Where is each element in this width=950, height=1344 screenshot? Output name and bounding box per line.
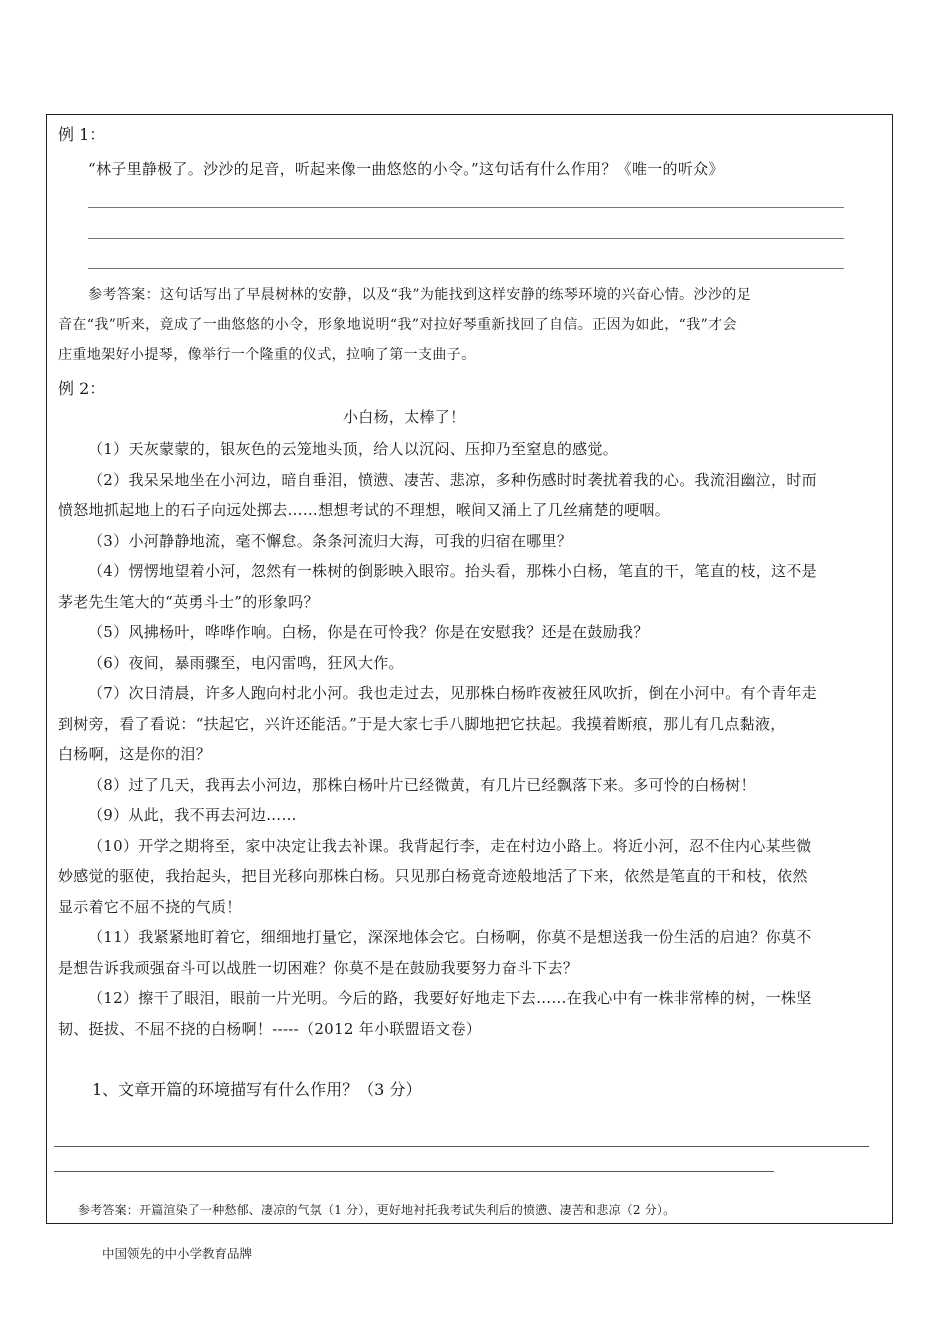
example1-answer-line: 音在“我”听来，竟成了一曲悠悠的小令，形象地说明“我”对拉好琴重新找回了自信。正因为如此，“我”才会 [58,317,737,333]
passage-line: （4）愣愣地望着小河，忽然有一株树的倒影映入眼帘。抬头看，那株小白杨，笔直的干，笔直的枝，这不是 [88,562,817,580]
passage-line: （12）擦干了眼泪，眼前一片光明。今后的路，我要好好地走下去……在我心中有一株非常棒的树，一株坚 [88,989,812,1007]
passage-line: （3）小河静静地流，毫不懈怠。条条河流归大海，可我的归宿在哪里？ [88,531,573,550]
passage-line: （1）天灰蒙蒙的，银灰色的云笼地头顶，给人以沉闷、压抑乃至窒息的感觉。 [88,440,619,458]
passage-line: 茅老先生笔大的“英勇斗士”的形象吗？ [58,592,319,611]
passage-line: （8）过了几天，我再去小河边，那株白杨叶片已经微黄，有几片已经飘落下来。多可怜的白杨树！ [88,775,756,794]
question1-answer: 参考答案：开篇渲染了一种愁郁、凄凉的气氛（1 分），更好地衬托我考试失利后的愤懑、凄苦和悲凉（2 分）。 [78,1203,676,1217]
example1-answer-line: 参考答案：这句话写出了早晨树林的安静，以及“我”为能找到这样安静的练琴环境的兴奋心情。沙沙的足 [88,287,752,303]
passage-line: 白杨啊，这是你的泪？ [58,745,212,763]
answer-line [54,1146,869,1147]
passage-line: 韧、挺拔、不屈不挠的白杨啊！-----（2012 年小联盟语文卷） [58,1019,482,1038]
example1-label: 例 1： [58,125,106,144]
passage-line: 显示着它不屈不挠的气质！ [58,897,242,916]
passage-line: （10）开学之期将至，家中决定让我去补课。我背起行李，走在村边小路上。将近小河，忍不住内心某些微 [88,836,812,855]
passage-title: 小白杨，太棒了！ [343,408,466,426]
footer-brand: 中国领先的中小学教育品牌 [102,1246,253,1261]
question1-text: 1、文章开篇的环境描写有什么作用？（3 分） [92,1080,422,1099]
passage-body [58,434,888,1044]
passage-line: （9）从此，我不再去河边…… [88,806,297,824]
example1-question: “林子里静极了。沙沙的足音，听起来像一曲悠悠的小令。”这句话有什么作用？《唯一的听众》 [88,160,724,178]
example1-answer-line: 庄重地架好小提琴，像举行一个隆重的仪式，拉响了第一支曲子。 [58,347,476,363]
passage-line: 妙感觉的驱使，我抬起头，把目光移向那株白杨。只见那白杨竟奇迹般地活了下来，依然是笔直的干和枝，依然 [58,867,808,885]
answer-line [88,207,844,208]
passage-line: 是想告诉我顽强奋斗可以战胜一切困难？你莫不是在鼓励我要努力奋斗下去？ [58,958,579,977]
passage-line: （6）夜间，暴雨骤至，电闪雷鸣，狂风大作。 [88,653,404,672]
example2-label: 例 2： [58,379,106,398]
passage-line: 愤怒地抓起地上的石子向远处掷去……想想考试的不理想，喉间又涌上了几丝痛楚的哽咽。 [58,501,671,519]
answer-line [88,238,844,239]
passage-line: （11）我紧紧地盯着它，细细地打量它，深深地体会它。白杨啊，你莫不是想送我一份生活的启迪？你莫不 [88,928,812,946]
passage-line: （5）风拂杨叶，哗哗作响。白杨，你是在可怜我？你是在安慰我？还是在鼓励我？ [88,623,649,641]
passage-line: 到树旁，看了看说：“扶起它，兴许还能活。”于是大家七手八脚地把它扶起。我摸着断痕，那儿有几点黏液， [58,714,786,733]
answer-line [54,1171,774,1172]
passage-line: （7）次日清晨，许多人跑向村北小河。我也走过去，见那株白杨昨夜被狂风吹折，倒在小河中。有个青年走 [88,684,817,702]
answer-line [88,268,844,269]
passage-line: （2）我呆呆地坐在小河边，暗自垂泪，愤懑、凄苦、悲凉，多种伤感时时袭扰着我的心。我流泪幽泣，时而 [88,470,817,489]
